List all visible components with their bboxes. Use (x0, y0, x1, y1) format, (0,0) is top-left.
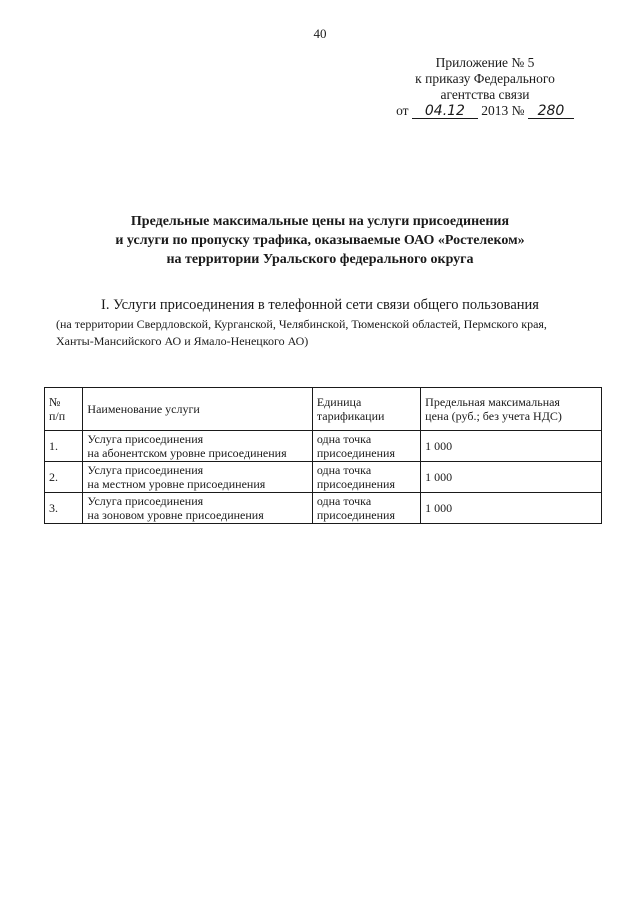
handwritten-date: 04.12 (412, 104, 478, 119)
header-number (45, 388, 83, 431)
appendix-line-1: Приложение № 5 (435, 55, 535, 70)
row-service-name-line-1: Услуга присоединения (87, 494, 204, 508)
row-number: 1. (45, 431, 83, 462)
row-number: 2. (45, 462, 83, 493)
table-header-row (45, 388, 602, 431)
page-number: 40 (313, 26, 327, 41)
year-text: 2013 № (481, 103, 525, 118)
title-line-1: Предельные максимальные цены на услуги присоединения (130, 214, 510, 229)
header-price-line-1: Предельная максимальная (425, 395, 560, 409)
header-unit-line-2: тарификации (316, 409, 385, 423)
row-service-name-line-1: Услуга присоединения (87, 463, 204, 477)
appendix-date-line (370, 103, 600, 119)
date-prefix: от (396, 103, 409, 118)
row-number: 3. (45, 493, 83, 524)
row-service-name-line-1: Услуга присоединения (87, 432, 204, 446)
row-unit-line-1: одна точка (316, 463, 372, 477)
header-number-line-2: п/п (49, 409, 66, 423)
row-unit-line-1: одна точка (316, 494, 372, 508)
header-unit-line-1: Единица (316, 395, 362, 409)
row-service-name-line-2: на зоновом уровне присоединения (87, 508, 264, 522)
row-unit (312, 431, 420, 462)
header-price (421, 388, 602, 431)
table-row (45, 493, 602, 524)
section-title: I. Услуги присоединения в телефонной сети связи общего пользования (101, 297, 539, 313)
header-price-line-2: цена (руб.; без учета НДС) (425, 409, 562, 423)
row-service-name-line-2: на абонентском уровне присоединения (87, 446, 287, 460)
header-number-line-1: № (49, 395, 61, 409)
row-unit-line-2: присоединения (316, 477, 395, 491)
section-note-line-1: (на территории Свердловской, Курганской, Челябинской, Тюменской областей, Пермского края, (56, 317, 547, 331)
section-note-line-2: Ханты-Мансийского АО и Ямало-Ненецкого АО) (56, 334, 309, 348)
header-unit (312, 388, 420, 431)
row-unit (312, 493, 420, 524)
row-price: 1 000 (421, 431, 602, 462)
row-price: 1 000 (421, 493, 602, 524)
document-title (60, 212, 580, 269)
header-service-name: Наименование услуги (83, 388, 312, 431)
row-unit-line-1: одна точка (316, 432, 372, 446)
row-price: 1 000 (421, 462, 602, 493)
appendix-line-2: к приказу Федерального (415, 71, 555, 86)
row-service-name (83, 493, 312, 524)
price-table (44, 387, 602, 524)
appendix-line-3: агентства связи (440, 87, 530, 102)
title-line-3: на территории Уральского федерального округа (166, 252, 474, 267)
row-service-name-line-2: на местном уровне присоединения (87, 477, 266, 491)
table-row (45, 431, 602, 462)
row-unit-line-2: присоединения (316, 446, 395, 460)
table-row (45, 462, 602, 493)
row-service-name (83, 431, 312, 462)
handwritten-order-number: 280 (528, 104, 574, 119)
row-unit-line-2: присоединения (316, 508, 395, 522)
row-unit (312, 462, 420, 493)
appendix-block (370, 55, 600, 119)
title-line-2: и услуги по пропуску трафика, оказываемые ОАО «Ростелеком» (115, 233, 525, 248)
section-note (56, 316, 616, 350)
row-service-name (83, 462, 312, 493)
